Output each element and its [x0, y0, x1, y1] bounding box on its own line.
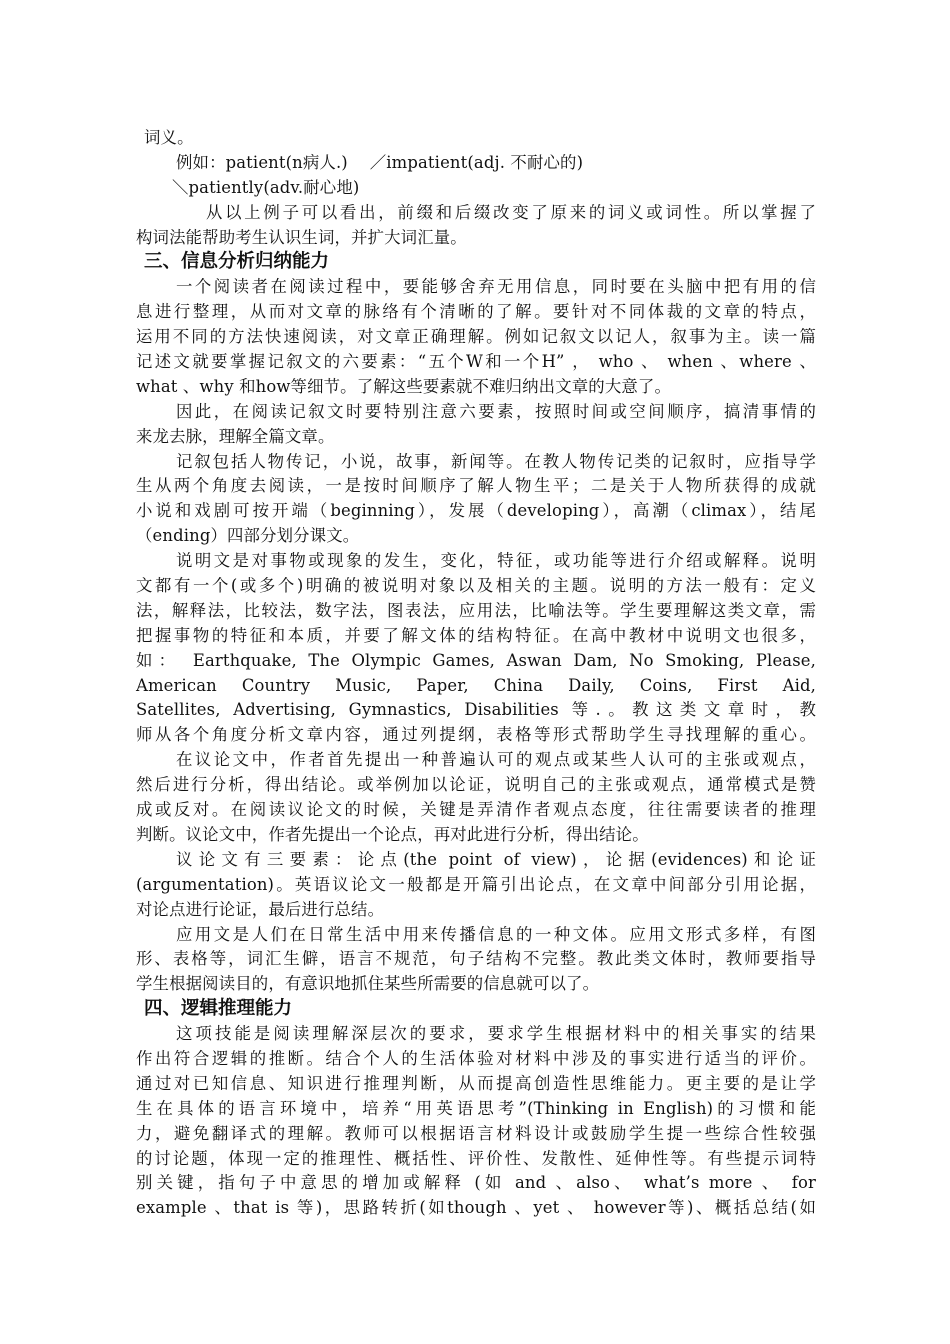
text-line: （ending）四部分划分课文。 — [136, 526, 360, 546]
text-line: 对论点进行论证，最后进行总结。 — [136, 899, 385, 919]
text-line: 把握事物的特征和本质，并要了解文体的结构特征。在高中教材中说明文也很多， — [136, 625, 816, 645]
text-line: 例如：patient(n病人.) ／impatient(adj. 不耐心的) — [176, 152, 584, 172]
text-line: 记述文就要掌握记叙文的六要素：“五个W和一个H” ， who 、 when 、where 、 — [136, 352, 816, 372]
section-heading: 三、信息分析归纳能力 — [144, 251, 330, 273]
text-line: 记叙包括人物传记，小说，故事，新闻等。在教人物传记类的记叙时，应指导学 — [176, 451, 816, 471]
text-line: 因此，在阅读记叙文时要特别注意六要素，按照时间或空间顺序，搞清事情的 — [176, 401, 816, 421]
text-line: 这项技能是阅读理解深层次的要求，要求学生根据材料中的相关事实的结果 — [176, 1024, 816, 1044]
text-line: 运用不同的方法快速阅读，对文章正确理解。例如记叙文以记人，叙事为主。读一篇 — [136, 327, 816, 347]
text-line: 如： Earthquake, The Olympic Games, Aswan Dam, No Smoking, Please, — [136, 650, 816, 670]
text-line: 形、表格等，词汇生僻，语言不规范，句子结构不完整。教此类文体时，教师要指导 — [136, 949, 816, 969]
text-line: 学生根据阅读目的，有意识地抓住某些所需要的信息就可以了。 — [136, 974, 600, 994]
text-line: 小说和戏剧可按开端（beginning），发展（developing），高潮（climax），结尾 — [136, 501, 816, 521]
text-line: 然后进行分析，得出结论。或举例加以论证，说明自己的主张或观点，通常模式是赞 — [136, 775, 816, 795]
text-line: 文都有一个(或多个)明确的被说明对象以及相关的主题。说明的方法一般有：定义 — [136, 576, 816, 596]
text-line: 作出符合逻辑的推断。结合个人的生活体验对材料中涉及的事实进行适当的评价。 — [136, 1048, 816, 1068]
text-line: 来龙去脉，理解全篇文章。 — [136, 426, 335, 446]
text-line: what 、why 和how等细节。了解这些要素就不难归纳出文章的大意了。 — [136, 376, 671, 396]
text-line: 在议论文中，作者首先提出一种普遍认可的观点或某些人认可的主张或观点， — [176, 750, 816, 770]
text-line: 力，避免翻译式的理解。教师可以根据语言材料设计或鼓励学生提一些综合性较强 — [136, 1123, 816, 1143]
document-page — [136, 126, 816, 1221]
text-line: 词义。 — [144, 128, 194, 147]
text-line: ＼patiently(adv.耐心地) — [172, 177, 360, 197]
text-line: 议论文有三要素：论点(the point of view)，论据(evidences)和论证 — [176, 849, 816, 869]
text-line: 说明文是对事物或现象的发生，变化，特征，或功能等进行介绍或解释。说明 — [176, 551, 816, 571]
text-line: 息进行整理，从而对文章的脉络有个清晰的了解。要针对不同体裁的文章的特点， — [136, 302, 816, 322]
text-line: 应用文是人们在日常生活中用来传播信息的一种文体。应用文形式多样，有图 — [176, 924, 816, 944]
text-line: 一个阅读者在阅读过程中，要能够舍弃无用信息，同时要在头脑中把有用的信 — [176, 277, 816, 297]
text-line: 构词法能帮助考生认识生词，并扩大词汇量。 — [136, 227, 467, 247]
text-line: (argumentation)。英语议论文一般都是开篇引出论点，在文章中间部分引用论据， — [136, 874, 816, 894]
section-heading: 四、逻辑推理能力 — [144, 998, 293, 1020]
text-line: 生从两个角度去阅读，一是按时间顺序了解人物生平；二是关于人物所获得的成就 — [136, 476, 816, 496]
text-line: 法，解释法，比较法，数字法，图表法，应用法，比喻法等。学生要理解这类文章，需 — [136, 600, 816, 620]
text-line: 成或反对。在阅读议论文的时候，关键是弄清作者观点态度，往往需要读者的推理 — [136, 800, 816, 820]
text-line: example 、that is 等)，思路转折(如though 、yet 、 however等)、概括总结(如 — [136, 1198, 816, 1218]
text-line: American Country Music, Paper, China Daily, Coins, First Aid, — [136, 675, 816, 695]
text-line: 从以上例子可以看出，前缀和后缀改变了原来的词义或词性。所以掌握了 — [206, 202, 816, 222]
text-line: Satellites, Advertising, Gymnastics, Disabilities 等.。教这类文章时，教 — [136, 700, 816, 720]
text-line: 生在具体的语言环境中，培养“用英语思考”(Thinking in English)的习惯和能 — [136, 1098, 816, 1118]
text-line: 的讨论题，体现一定的推理性、概括性、评价性、发散性、延伸性等。有些提示词特 — [136, 1148, 816, 1168]
text-line: 判断。议论文中，作者先提出一个论点，再对此进行分析，得出结论。 — [136, 824, 649, 844]
text-line: 别关键，指句子中意思的增加或解释 (如 and 、also、 what’s more 、 for — [136, 1173, 816, 1193]
text-line: 通过对已知信息、知识进行推理判断，从而提高创造性思维能力。更主要的是让学 — [136, 1073, 816, 1093]
text-line: 师从各个角度分析文章内容，通过列提纲，表格等形式帮助学生寻找理解的重心。 — [136, 725, 816, 745]
